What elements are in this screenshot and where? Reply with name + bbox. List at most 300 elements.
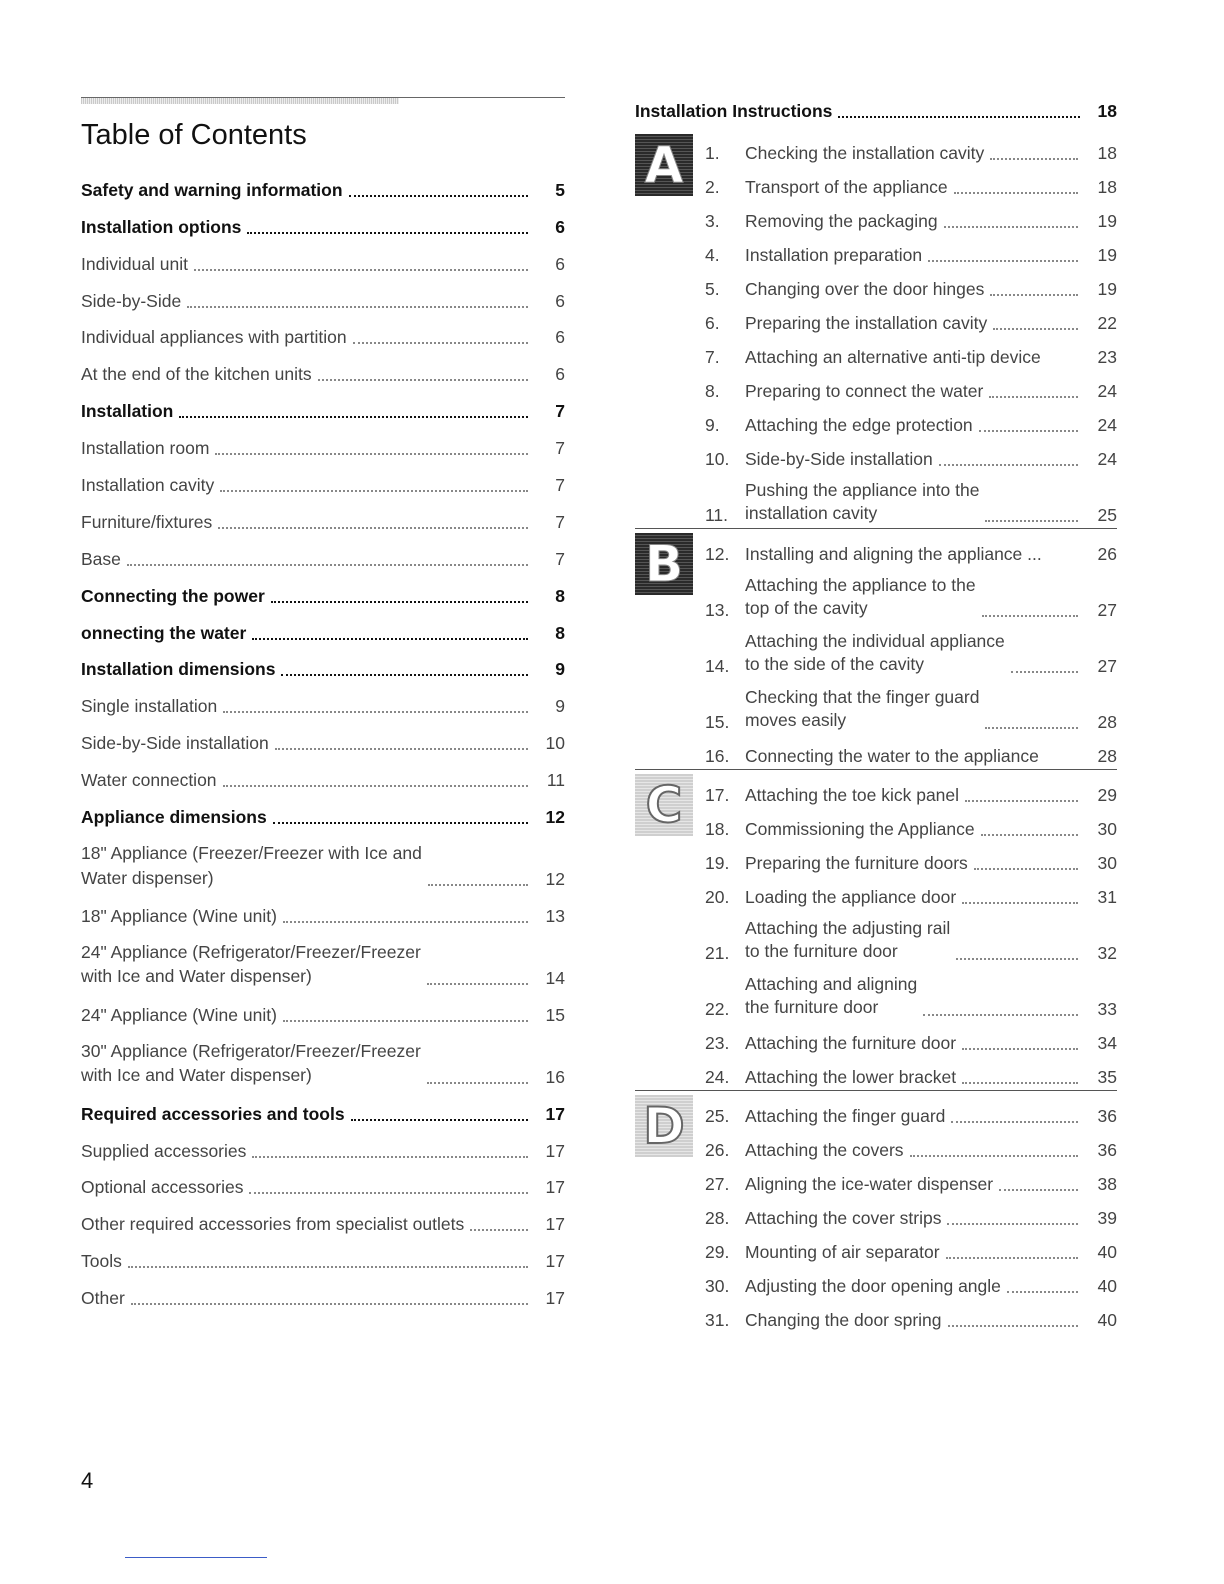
dot-leader xyxy=(273,821,528,824)
toc-entry[interactable] xyxy=(705,1127,1117,1161)
toc-entry-label: Attaching the individual appliance to the side of the cavity xyxy=(745,630,1005,675)
toc-entry-number: 10. xyxy=(705,449,730,469)
toc-entry-label: Base xyxy=(81,548,121,569)
toc-entry-label-group xyxy=(705,211,1087,232)
toc-entry[interactable] xyxy=(705,840,1117,874)
toc-entry-label-group xyxy=(81,770,537,791)
dot-leader xyxy=(910,1154,1078,1157)
toc-entry-page: 7 xyxy=(555,475,565,496)
dot-leader xyxy=(349,194,528,197)
toc-entry-number: 4. xyxy=(705,245,720,265)
dot-leader xyxy=(351,1118,528,1121)
toc-entry-number: 18. xyxy=(705,819,730,839)
toc-entry-label: Installation cavity xyxy=(81,475,215,496)
toc-entry-label: Single installation xyxy=(81,696,218,717)
toc-entry-page: 8 xyxy=(555,622,565,643)
toc-entry-label-group xyxy=(705,544,1087,565)
toc-entry-page: 8 xyxy=(555,585,565,606)
toc-entry-label: Attaching the adjusting rail to the furniture door xyxy=(745,917,951,962)
dot-leader xyxy=(946,1256,1078,1259)
toc-entry[interactable] xyxy=(81,791,565,828)
toc-entry-label: Other required accessories from specialist outlets xyxy=(81,1214,465,1235)
toc-entry-label: Installation room xyxy=(81,438,210,459)
dot-leader xyxy=(131,1302,528,1305)
toc-entry[interactable] xyxy=(81,1125,565,1162)
toc-entry-label-group xyxy=(81,1039,537,1088)
toc-entry-page: 7 xyxy=(555,548,565,569)
toc-entry-page: 12 xyxy=(545,869,565,890)
toc-entry-number: 12. xyxy=(705,544,730,564)
toc-entry-label: Attaching and aligning the furniture door xyxy=(745,973,918,1018)
toc-entry-page: 17 xyxy=(545,1140,565,1161)
toc-entry-label-group xyxy=(705,143,1087,164)
toc-entry[interactable] xyxy=(81,570,565,607)
toc-entry-label-group xyxy=(81,841,537,890)
toc-entry-page: 7 xyxy=(555,401,565,422)
toc-entry[interactable] xyxy=(705,436,1117,470)
toc-entry-number: 17. xyxy=(705,785,730,805)
toc-entry-number: 15. xyxy=(705,712,730,732)
toc-entry-label-group xyxy=(81,1141,537,1162)
toc-entry-page: 10 xyxy=(545,733,565,754)
toc-entry-label-group xyxy=(81,1177,537,1198)
toc-entry[interactable] xyxy=(705,470,1117,526)
toc-entry-number: 23. xyxy=(705,1033,730,1053)
toc-entry-label: Attaching the covers xyxy=(745,1140,904,1160)
section-a xyxy=(635,130,1117,526)
toc-entry-label-group xyxy=(705,686,1087,733)
toc-entry-page: 39 xyxy=(1097,1208,1117,1228)
toc-entry[interactable] xyxy=(705,1229,1117,1263)
toc-entry-label: Furniture/fixtures xyxy=(81,511,213,532)
dot-leader xyxy=(179,415,528,418)
toc-entry-number: 26. xyxy=(705,1140,730,1160)
toc-entry[interactable] xyxy=(81,607,565,644)
toc-entry-label-group xyxy=(705,853,1087,874)
toc-entry-number: 22. xyxy=(705,999,730,1019)
toc-entry-label-group xyxy=(705,279,1087,300)
toc-entry-label-group xyxy=(81,1005,537,1026)
toc-entry[interactable] xyxy=(81,680,565,717)
header-line xyxy=(81,97,565,98)
toc-entry-page: 19 xyxy=(1097,211,1117,231)
toc-entry-label: 24" Appliance (Refrigerator/Freezer/Freezer with Ice and Water dispenser) xyxy=(81,941,421,987)
toc-entry-label: Preparing the furniture doors xyxy=(745,853,968,873)
toc-entry-label: Individual appliances with partition xyxy=(81,327,347,348)
toc-entry-label: Individual unit xyxy=(81,253,189,274)
toc-entry-page: 11 xyxy=(546,770,565,791)
toc-entry-label-group xyxy=(705,1033,1087,1054)
toc-entry-page: 19 xyxy=(1097,245,1117,265)
toc-entry-label: Supplied accessories xyxy=(81,1140,247,1161)
section-b xyxy=(635,528,1117,767)
toc-entry-label-group xyxy=(705,1067,1087,1088)
section-letter-badge: A xyxy=(635,134,693,196)
toc-entry-label-group xyxy=(81,475,537,496)
toc-entry-label: Attaching the toe kick panel xyxy=(745,785,960,805)
toc-entry[interactable] xyxy=(81,164,565,201)
toc-entry-page: 24 xyxy=(1097,449,1117,469)
toc-entry-number: 30. xyxy=(705,1276,730,1296)
dot-leader xyxy=(985,519,1078,522)
toc-entry[interactable] xyxy=(705,908,1117,964)
dot-leader xyxy=(127,563,528,566)
toc-entry-number: 20. xyxy=(705,887,730,907)
toc-entry-page: 6 xyxy=(555,290,565,311)
toc-entry[interactable] xyxy=(81,717,565,754)
toc-entry-page: 35 xyxy=(1097,1067,1117,1087)
header-rule xyxy=(81,97,565,105)
dot-leader xyxy=(223,784,528,787)
toc-entry-label-group xyxy=(705,479,1087,526)
toc-entry-number: 3. xyxy=(705,211,720,231)
toc-entry-number: 21. xyxy=(705,943,730,963)
toc-entry-label: Preparing to connect the water xyxy=(745,381,984,401)
toc-entry-number: 24. xyxy=(705,1067,730,1087)
toc-entry-page: 12 xyxy=(545,807,565,828)
toc-entry-label: 30" Appliance (Refrigerator/Freezer/Freezer with Ice and Water dispenser) xyxy=(81,1040,421,1086)
toc-entry-number: 14. xyxy=(705,656,730,676)
toc-left-list xyxy=(81,164,565,1309)
toc-entry-page: 40 xyxy=(1097,1242,1117,1262)
toc-entry-page: 5 xyxy=(555,179,565,200)
toc-entry-number: 11. xyxy=(705,505,729,525)
toc-entry-number: 8. xyxy=(705,381,720,401)
toc-entry[interactable] xyxy=(705,1297,1117,1331)
toc-entry-label-group xyxy=(81,291,537,312)
dot-leader xyxy=(1007,1290,1078,1293)
toc-entry-label: Water connection xyxy=(81,770,217,791)
toc-entry[interactable] xyxy=(81,1198,565,1235)
toc-entry[interactable] xyxy=(81,348,565,385)
toc-entry[interactable] xyxy=(705,334,1117,368)
toc-entry[interactable] xyxy=(705,1054,1117,1088)
toc-entry-label: Attaching the furniture door xyxy=(745,1033,957,1053)
toc-entry-label-group xyxy=(705,1140,1087,1161)
toc-entry-label: Aligning the ice-water dispenser xyxy=(745,1174,994,1194)
dot-leader xyxy=(999,1188,1078,1191)
toc-entry[interactable] xyxy=(705,1161,1117,1195)
dot-leader xyxy=(990,293,1078,296)
toc-entry-page: 17 xyxy=(545,1288,565,1309)
dot-leader xyxy=(194,268,528,271)
toc-entry-page: 7 xyxy=(555,511,565,532)
dot-leader xyxy=(982,614,1078,617)
toc-entry-number: 5. xyxy=(705,279,720,299)
toc-entry-page: 9 xyxy=(555,696,565,717)
dot-leader xyxy=(951,1120,1078,1123)
toc-entry-label: Side-by-Side installation xyxy=(81,733,269,754)
toc-entry-number: 29. xyxy=(705,1242,730,1262)
toc-entry[interactable] xyxy=(81,385,565,422)
toc-entry-label: Connecting the power xyxy=(81,585,265,606)
dot-leader xyxy=(948,1324,1078,1327)
toc-entry-label: Loading the appliance door xyxy=(745,887,957,907)
toc-entry-page: 29 xyxy=(1097,785,1117,805)
toc-entry-page: 19 xyxy=(1097,279,1117,299)
toc-entry-page: 6 xyxy=(555,216,565,237)
toc-entry-page: 15 xyxy=(545,1004,565,1025)
toc-entry[interactable] xyxy=(705,806,1117,840)
toc-entry-label-group xyxy=(705,347,1087,368)
toc-entry-label: 24" Appliance (Wine unit) xyxy=(81,1004,277,1025)
toc-entry[interactable] xyxy=(705,621,1117,677)
toc-entry[interactable] xyxy=(705,368,1117,402)
toc-entry-label-group xyxy=(705,819,1087,840)
toc-entry-label: Installation options xyxy=(81,216,242,237)
dot-leader xyxy=(271,600,528,603)
toc-entry-label: Connecting the water to the appliance xyxy=(745,746,1039,766)
dot-leader xyxy=(247,231,528,234)
toc-entry-label-group xyxy=(705,1208,1087,1229)
toc-entry-page: 24 xyxy=(1097,381,1117,401)
dot-leader xyxy=(318,378,528,381)
toc-entry-label: Side-by-Side xyxy=(81,290,182,311)
toc-entry-page: 28 xyxy=(1097,712,1117,732)
toc-entry[interactable] xyxy=(81,533,565,570)
dot-leader xyxy=(962,901,1078,904)
toc-entry[interactable] xyxy=(81,989,565,1026)
toc-entry[interactable] xyxy=(81,828,565,890)
section-letter-badge: B xyxy=(635,533,693,595)
toc-entry-label-group xyxy=(81,364,537,385)
dot-leader xyxy=(979,429,1078,432)
toc-entry-label-group xyxy=(81,217,537,238)
toc-entry-label-group xyxy=(705,177,1087,198)
toc-entry[interactable] xyxy=(81,1088,565,1125)
toc-entry[interactable] xyxy=(705,1093,1117,1127)
dot-leader xyxy=(944,225,1078,228)
toc-entry-number: 28. xyxy=(705,1208,730,1228)
dot-leader xyxy=(283,920,528,923)
dot-leader xyxy=(128,1265,528,1268)
toc-entry-label: Attaching the appliance to the top of the cavity xyxy=(745,574,976,619)
toc-entry-label-group xyxy=(705,1276,1087,1297)
toc-entry[interactable] xyxy=(81,644,565,681)
toc-entry-page: 27 xyxy=(1097,656,1117,676)
toc-entry[interactable] xyxy=(705,130,1117,164)
toc-entry-page: 38 xyxy=(1097,1174,1117,1194)
toc-entry[interactable] xyxy=(705,772,1117,806)
toc-entry-number: 27. xyxy=(705,1174,730,1194)
toc-entry[interactable] xyxy=(81,459,565,496)
toc-entry-label-group xyxy=(81,1104,537,1125)
dot-leader xyxy=(965,799,1078,802)
dot-leader xyxy=(956,957,1078,960)
toc-entry[interactable] xyxy=(705,964,1117,1020)
dot-leader xyxy=(275,747,528,750)
toc-entry-label-group xyxy=(81,659,537,680)
toc-entry-page: 17 xyxy=(545,1251,565,1272)
toc-entry[interactable] xyxy=(705,198,1117,232)
toc-entry-page: 33 xyxy=(1097,999,1117,1019)
toc-heading-page: 18 xyxy=(1097,101,1117,121)
toc-entry-label: Safety and warning information xyxy=(81,179,343,200)
dot-leader xyxy=(220,489,528,492)
toc-entry-label-group xyxy=(81,733,537,754)
toc-entry-label-group xyxy=(705,449,1087,470)
dot-leader xyxy=(962,1081,1078,1084)
dot-leader xyxy=(428,883,528,886)
toc-entry-page: 13 xyxy=(545,905,565,926)
toc-entry-label-group xyxy=(81,807,537,828)
toc-entry-label: Pushing the appliance into the installation cavity xyxy=(745,479,980,524)
toc-entry[interactable] xyxy=(705,300,1117,334)
dot-leader xyxy=(281,673,528,676)
toc-entry[interactable] xyxy=(705,677,1117,733)
toc-entry[interactable] xyxy=(81,238,565,275)
toc-entry[interactable] xyxy=(705,1020,1117,1054)
toc-entry-label: Changing the door spring xyxy=(745,1310,942,1330)
toc-entry-page: 23 xyxy=(1097,347,1117,367)
toc-entry-label: At the end of the kitchen units xyxy=(81,364,312,385)
dot-leader xyxy=(981,833,1078,836)
toc-entry-number: 25. xyxy=(705,1106,730,1126)
toc-entry-label: Installation xyxy=(81,401,174,422)
dot-leader xyxy=(990,157,1078,160)
toc-entry-label-group xyxy=(81,180,537,201)
toc-entry-page: 25 xyxy=(1097,505,1117,525)
toc-entry-label-group xyxy=(81,696,537,717)
toc-entry-page: 6 xyxy=(555,253,565,274)
toc-entry-label-group xyxy=(705,381,1087,402)
dot-leader xyxy=(249,1191,528,1194)
toc-entry-page: 17 xyxy=(545,1177,565,1198)
toc-entry-label: Installation preparation xyxy=(745,245,923,265)
toc-entry-page: 7 xyxy=(555,438,565,459)
toc-entry-number: 1. xyxy=(705,143,720,163)
toc-entry[interactable] xyxy=(705,733,1117,767)
toc-entry-label: Changing over the door hinges xyxy=(745,279,985,299)
toc-entry-number: 7. xyxy=(705,347,720,367)
toc-entry[interactable] xyxy=(705,1195,1117,1229)
toc-entry-label: Attaching the cover strips xyxy=(745,1208,942,1228)
toc-entry-label-group xyxy=(705,887,1087,908)
toc-entry-number: 19. xyxy=(705,853,730,873)
toc-entry-label: Attaching an alternative anti-tip device xyxy=(745,347,1041,367)
dot-leader xyxy=(923,1013,1078,1016)
toc-entry-page: 14 xyxy=(545,967,565,988)
toc-entry[interactable] xyxy=(705,266,1117,300)
toc-entry-label: Other xyxy=(81,1288,125,1309)
toc-entry-number: 13. xyxy=(705,600,730,620)
toc-heading-label: Installation Instructions xyxy=(635,101,833,121)
toc-entry-page: 18 xyxy=(1097,177,1117,197)
toc-entry-label: Optional accessories xyxy=(81,1177,244,1198)
dot-leader xyxy=(947,1222,1078,1225)
toc-entry-label: Installation dimensions xyxy=(81,659,276,680)
dot-leader xyxy=(252,637,528,640)
toc-entry-label-group xyxy=(81,1214,537,1235)
toc-entry[interactable] xyxy=(81,422,565,459)
toc-entry-label-group xyxy=(705,630,1087,677)
toc-entry-label: Installing and aligning the appliance ... xyxy=(745,544,1042,564)
toc-entry-label-group xyxy=(705,245,1087,266)
dot-leader xyxy=(928,259,1078,262)
toc-entry[interactable] xyxy=(705,232,1117,266)
toc-entry-number: 2. xyxy=(705,177,720,197)
toc-entry[interactable] xyxy=(81,275,565,312)
page-title: Table of Contents xyxy=(81,119,307,151)
page-number: 4 xyxy=(81,1468,94,1493)
toc-entry-label-group xyxy=(705,574,1087,621)
toc-entry-label: Mounting of air separator xyxy=(745,1242,940,1262)
toc-entry-label: Appliance dimensions xyxy=(81,807,267,828)
toc-entry-label-group xyxy=(81,1288,537,1309)
toc-entry[interactable] xyxy=(81,201,565,238)
toc-entry[interactable] xyxy=(81,1026,565,1088)
toc-entry-number: 16. xyxy=(705,746,730,766)
toc-entry-number: 9. xyxy=(705,415,720,435)
toc-entry-label: Checking that the finger guard moves easily xyxy=(745,686,980,731)
section-letter-badge: D xyxy=(635,1095,693,1157)
toc-entry[interactable] xyxy=(81,890,565,927)
toc-entry[interactable] xyxy=(705,164,1117,198)
toc-entry-label-group xyxy=(705,415,1087,436)
toc-entry[interactable] xyxy=(81,1235,565,1272)
toc-entry-label-group xyxy=(81,940,537,989)
dot-leader xyxy=(954,191,1078,194)
toc-entry-page: 36 xyxy=(1097,1106,1117,1126)
section-c xyxy=(635,769,1117,1088)
dot-leader xyxy=(993,327,1078,330)
toc-entry[interactable] xyxy=(81,1162,565,1199)
toc-entry-number: 31. xyxy=(705,1310,730,1330)
toc-entry-page: 34 xyxy=(1097,1033,1117,1053)
toc-entry-label-group xyxy=(81,906,537,927)
toc-heading-installation-instructions[interactable] xyxy=(635,90,1117,122)
toc-entry[interactable] xyxy=(705,874,1117,908)
toc-entry-page: 6 xyxy=(555,327,565,348)
toc-entry-page: 24 xyxy=(1097,415,1117,435)
toc-entry[interactable] xyxy=(705,565,1117,621)
toc-entry[interactable] xyxy=(81,1272,565,1309)
section-letter-badge: C xyxy=(635,774,693,836)
dot-leader xyxy=(283,1019,528,1022)
toc-entry-label-group xyxy=(705,973,1087,1020)
footer-link-line xyxy=(125,1557,267,1558)
toc-entry[interactable] xyxy=(81,927,565,989)
dot-leader xyxy=(187,305,528,308)
toc-entry[interactable] xyxy=(81,496,565,533)
toc-entry[interactable] xyxy=(81,312,565,349)
toc-entry-label-group xyxy=(81,1251,537,1272)
toc-entry-label-group xyxy=(705,746,1087,767)
toc-entry-label: 18" Appliance (Wine unit) xyxy=(81,905,277,926)
dot-leader xyxy=(215,452,528,455)
toc-entry-label-group xyxy=(705,785,1087,806)
toc-entry-label: Transport of the appliance xyxy=(745,177,948,197)
toc-entry-label: 18" Appliance (Freezer/Freezer with Ice and Water dispenser) xyxy=(81,843,422,888)
toc-entry-page: 30 xyxy=(1097,819,1117,839)
toc-entry[interactable] xyxy=(81,754,565,791)
toc-entry-label-group xyxy=(81,401,537,422)
toc-entry-label: Adjusting the door opening angle xyxy=(745,1276,1001,1296)
toc-entry-page: 36 xyxy=(1097,1140,1117,1160)
toc-entry-label: Commissioning the Appliance xyxy=(745,819,975,839)
toc-entry[interactable] xyxy=(705,1263,1117,1297)
section-d xyxy=(635,1090,1117,1331)
toc-entry-label: Side-by-Side installation xyxy=(745,449,933,469)
toc-left-column xyxy=(81,97,565,1309)
toc-entry-label-group xyxy=(81,254,537,275)
toc-entry-page: 26 xyxy=(1097,544,1117,564)
toc-entry[interactable] xyxy=(705,402,1117,436)
toc-entry-label: Removing the packaging xyxy=(745,211,938,231)
dot-leader xyxy=(985,726,1078,729)
toc-entry[interactable] xyxy=(705,531,1117,565)
dot-leader xyxy=(470,1228,528,1231)
